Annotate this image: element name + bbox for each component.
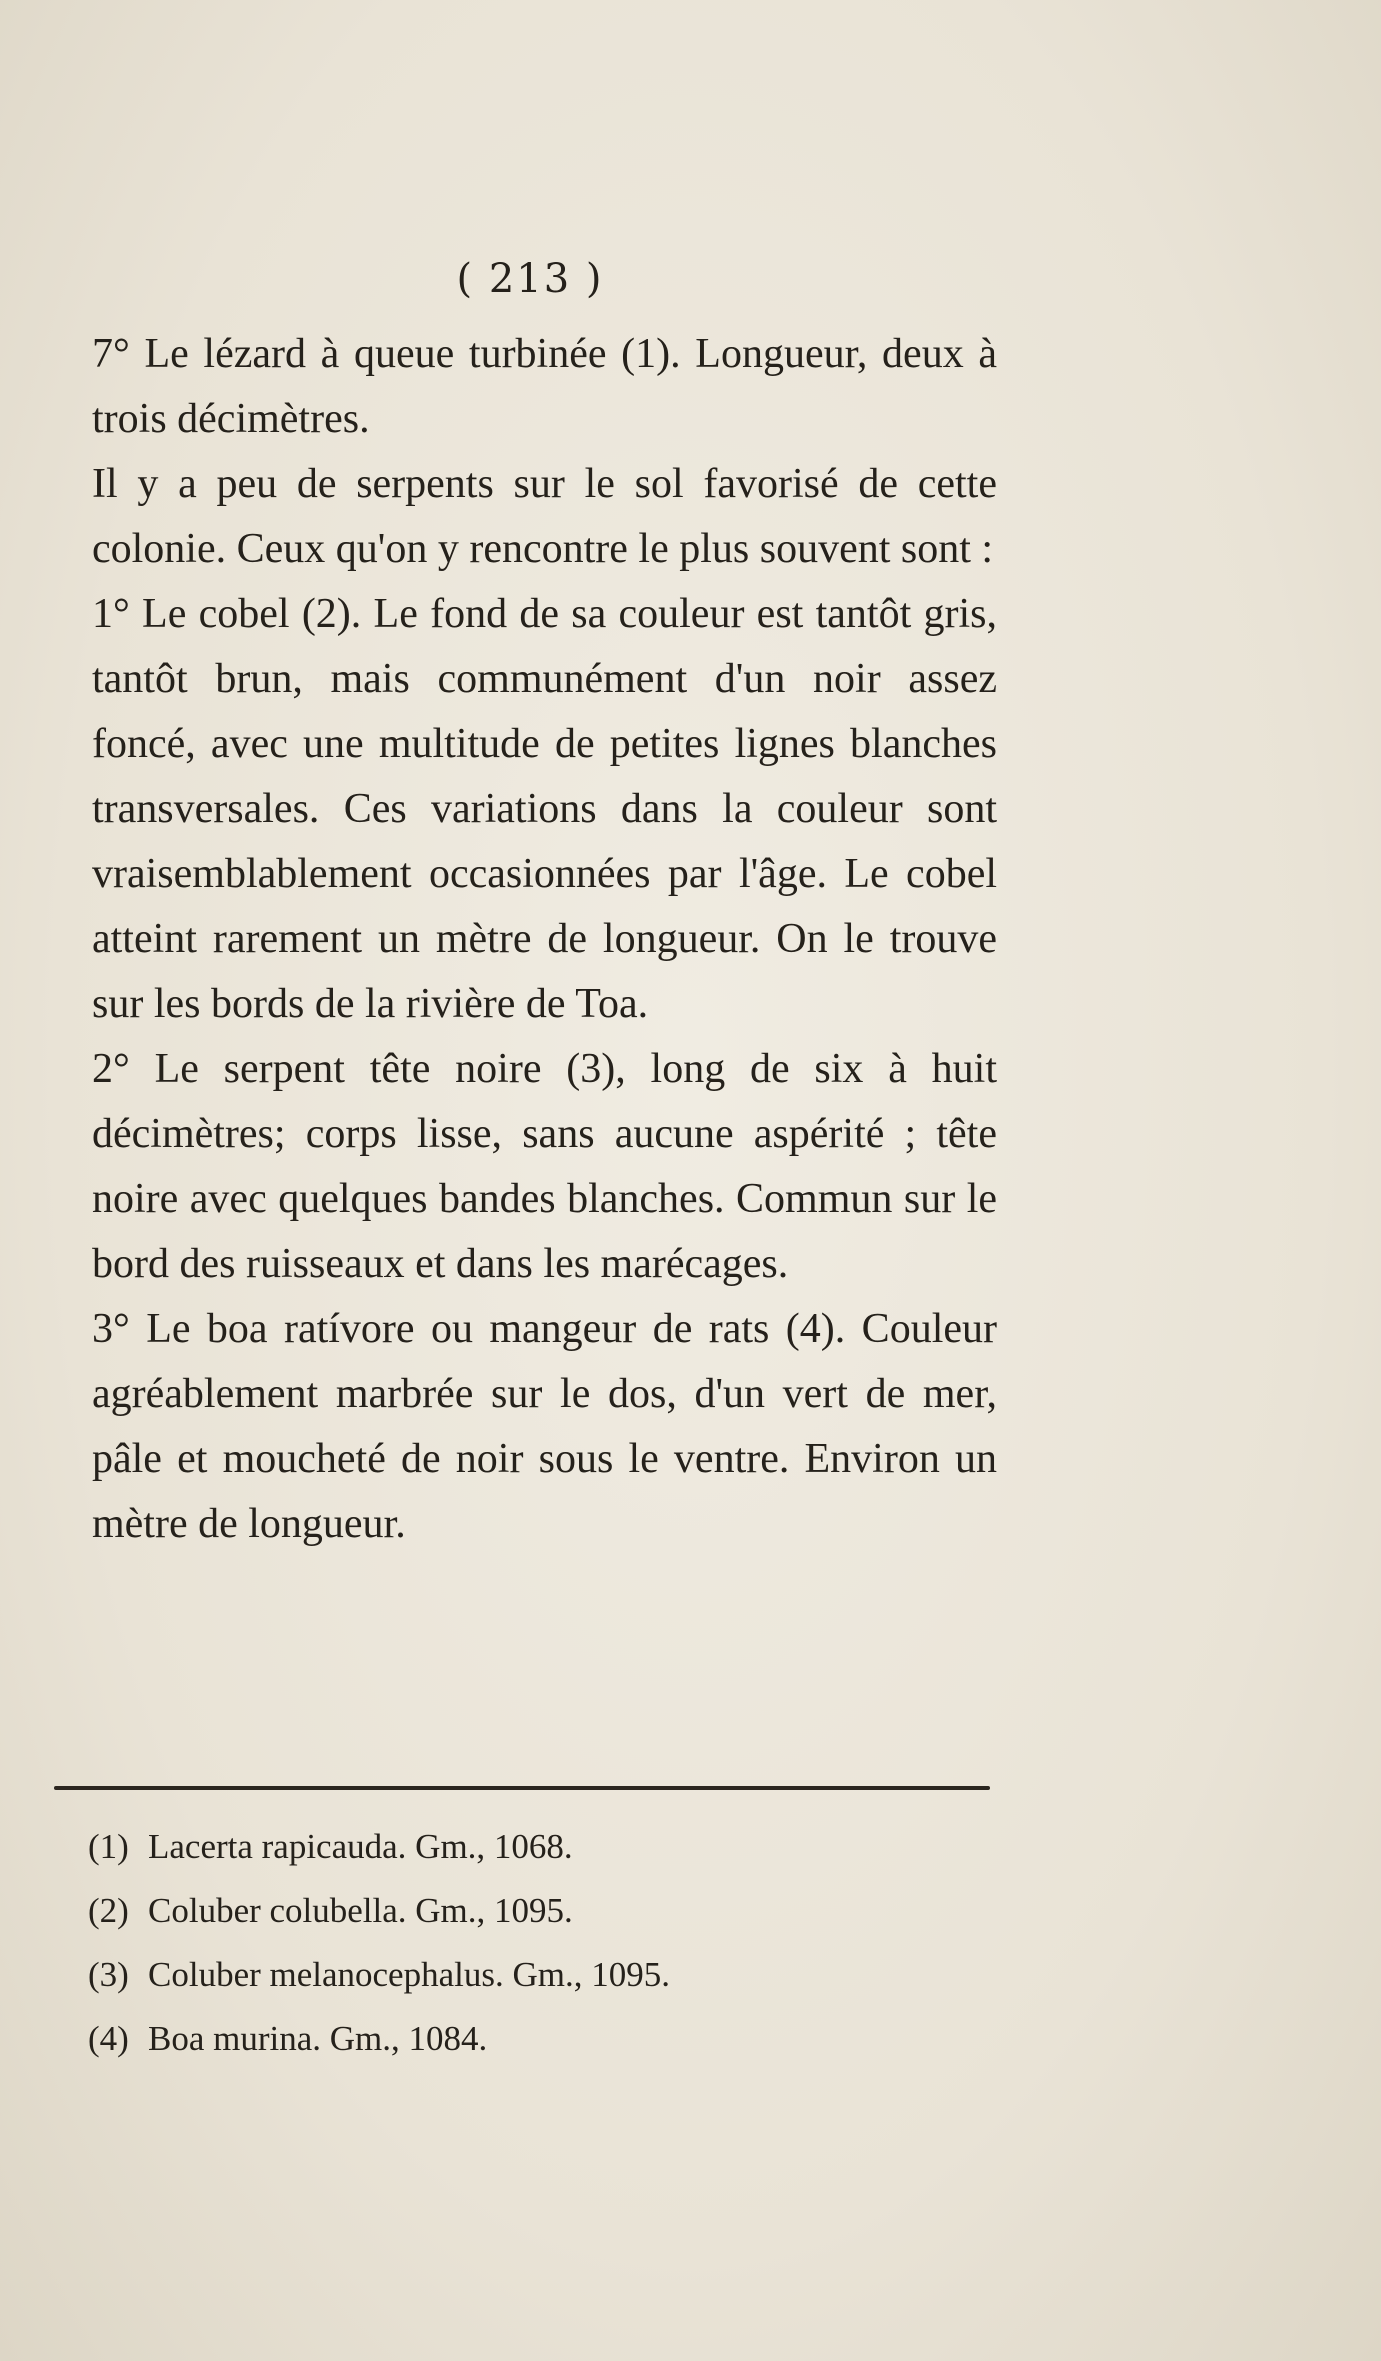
footnote-text: Coluber colubella. Gm., 1095.	[148, 1891, 573, 1930]
footnote-text: Lacerta rapicauda. Gm., 1068.	[148, 1827, 573, 1866]
paragraph-cobel: 1° Le cobel (2). Le fond de sa couleur est tantôt gris, tantôt brun, mais communément d'un noir assez foncé, avec une multitude de petites lignes blanches transversales. Ces variations dans la couleur sont vraisemblablement occasionnées par l'âge. Le cobel atteint rarement un mètre de longueur. On le trouve sur les bords de la rivière de Toa.	[92, 591, 997, 1027]
footnote-text: Boa murina. Gm., 1084.	[148, 2019, 488, 2058]
paragraph-lizard: 7° Le lézard à queue turbinée (1). Longueur, deux à trois décimètres.	[92, 331, 997, 442]
body-text	[92, 322, 997, 1557]
footnote-mark: (3)	[88, 1955, 129, 1994]
footnote-item	[88, 1943, 988, 2007]
footnote-item	[88, 2007, 988, 2071]
footnote-item	[88, 1815, 988, 1879]
paragraph-boa: 3° Le boa ratívore ou mangeur de rats (4). Couleur agréablement marbrée sur le dos, d'un vert de mer, pâle et moucheté de noir sous le ventre. Environ un mètre de longueur.	[92, 1306, 997, 1547]
footnotes	[88, 1815, 988, 2071]
footnote-mark: (2)	[88, 1891, 129, 1930]
page-number: ( 213 )	[456, 256, 604, 302]
paragraph-serpents-intro: Il y a peu de serpents sur le sol favorisé de cette colonie. Ceux qu'on y rencontre le plus souvent sont :	[92, 461, 997, 572]
footnote-item	[88, 1879, 988, 1943]
footnote-mark: (4)	[88, 2019, 129, 2058]
footnote-mark: (1)	[88, 1827, 129, 1866]
footnote-text: Coluber melanocephalus. Gm., 1095.	[148, 1955, 670, 1994]
paragraph-black-head-serpent: 2° Le serpent tête noire (3), long de six à huit décimètres; corps lisse, sans aucune aspérité ; tête noire avec quelques bandes blanches. Commun sur le bord des ruisseaux et dans les marécages.	[92, 1046, 997, 1287]
footnote-divider	[54, 1786, 990, 1790]
